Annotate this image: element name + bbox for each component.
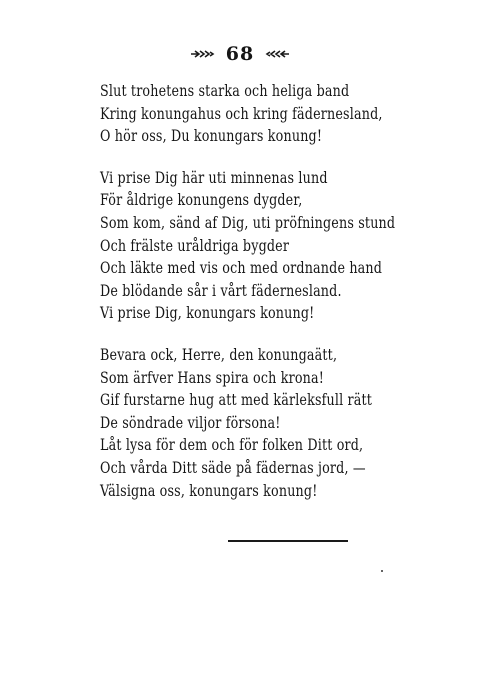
poem-line: Välsigna oss, konungars konung! [100,481,318,500]
poem-line: Bevara ock, Herre, den konungaätt, [100,345,338,364]
poem-line: Och vårda Ditt säde på fädernas jord, — [100,458,366,477]
poem-line: De söndrade viljor försona! [100,413,281,432]
stanza-1 [100,80,430,148]
poem-line: Vi prise Dig här uti minnenas lund [100,168,328,187]
poem-line: För åldrige konungens dygder, [100,191,303,210]
poem-line: Och läkte med vis och med ordnande hand [100,259,383,278]
ink-speck [381,570,383,572]
right-ornament-icon [264,49,290,59]
poem-line: Gif furstarne hug att med kärleksfull rätt [100,391,373,410]
poem-text [100,80,430,521]
page-header [0,40,480,68]
poem-line: Kring konungahus och kring fädernesland, [100,104,383,123]
poem-line: Och frälste uråldriga bygder [100,236,290,255]
page-number: 68 [225,43,255,65]
closing-rule [228,540,348,542]
left-ornament-icon [190,49,216,59]
poem-line: Slut trohetens starka och heliga band [100,82,350,100]
poem-line: Som kom, sänd af Dig, uti pröfningens stund [100,213,396,232]
stanza-2 [100,167,430,325]
poem-line: Som ärfver Hans spira och krona! [100,368,325,387]
poem-line: Låt lysa för dem och för folken Ditt ord, [100,436,364,455]
poem-line: De blödande sår i vårt fädernesland. [100,281,342,300]
poem-line: O hör oss, Du konungars konung! [100,127,323,146]
stanza-3 [100,344,430,502]
poem-line: Vi prise Dig, konungars konung! [100,304,315,323]
